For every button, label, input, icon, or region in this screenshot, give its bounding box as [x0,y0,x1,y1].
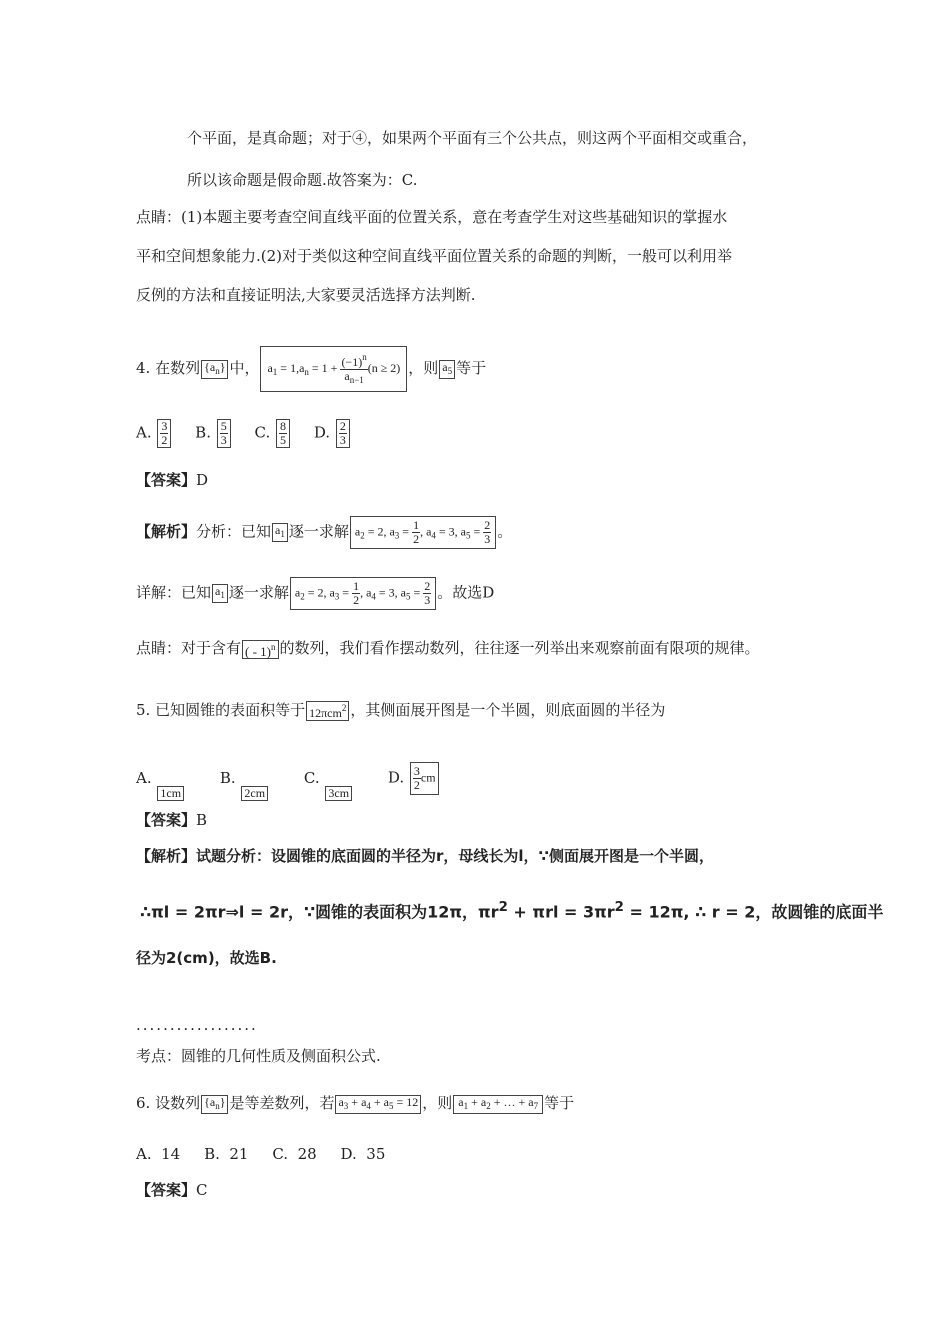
text-line: 个平面，是真命题；对于④，如果两个平面有三个公共点，则这两个平面相交或重合， [187,129,758,147]
analysis: 【解析】分析：已知 $a_1$ 逐一求解 $a_2 = 2$, $a_3$ = $\frac{1}{2}$ , $a_4 = 3$, $a_5$ = $\frac{2}{3}$ 。 [136,516,512,549]
text-line: 所以该命题是假命题.故答案为：C. [187,171,418,189]
solution-line: 径为2(cm)，故选B. [136,949,277,967]
option: B. $\frac{5}{3}$ [195,419,232,448]
question-4: 4. 在数列 $\{a_n\}$ 中， $a_1 = 1,a_n = 1$ + $\frac{(-1)^n}{a_{n-1}}$ (n ≥ 2) ，则 $a_5$ 等于 [136,346,486,392]
option: C. 3cm [304,768,353,801]
options-row [136,419,369,448]
solution-line: 【解析】试题分析：设圆锥的底面圆的半径为r，母线长为l，∵侧面展开图是一个半圆， [136,847,714,865]
dots: .................. [136,1016,258,1034]
text-line: 反例的方法和直接证明法,大家要灵活选择方法判断. [136,286,476,304]
formula-box: $a_1 + a_2$ + … + $a_7$ [453,1095,543,1114]
formula-box: ( - 1)$^n$ [242,640,279,659]
option: B. 2cm [220,768,269,801]
option: A. 1cm [136,768,185,801]
option: D. $\frac{2}{3}$ [314,419,351,448]
formula-box: $a_1$ [212,584,228,603]
formula-box: 12πcm$^2$ [306,701,349,721]
formula-box: $\{a_n\}$ [201,360,228,379]
option: D. $\frac{3}{2}$ cm [388,762,440,795]
options-row: A. 14 B. 21 C. 28 D. 35 [136,1145,386,1163]
text-line: 平和空间想象能力.(2)对于类似这种空间直线平面位置关系的命题的判断，一般可以利用举 [136,247,733,265]
option: A. $\frac{3}{2}$ [136,419,172,448]
formula-box: $a_2 = 2$, $a_3$ = $\frac{1}{2}$ , $a_4 = 3$, $a_5$ = $\frac{2}{3}$ [350,516,496,549]
kaodian: 考点：圆锥的几何性质及侧面积公式. [136,1047,381,1065]
formula-box: $a_1 = 1,a_n = 1$ + $\frac{(-1)^n}{a_{n-1}}$ (n ≥ 2) [260,346,407,392]
question-5: 5. 已知圆锥的表面积等于 12πcm$^2$ ，其侧面展开图是一个半圆，则底面圆的半径为 [136,701,666,720]
formula-box: $a_2 = 2$, $a_3$ = $\frac{1}{2}$ , $a_4 = 3$, $a_5$ = $\frac{2}{3}$ [290,577,436,610]
formula-box: $a_5$ [439,360,455,379]
formula-box: $\{a_n\}$ [201,1095,228,1114]
dianjing: 点睛：对于含有 ( - 1)$^n$ 的数列，我们看作摆动数列，往往逐一列举出来观察前面有限项的规律。 [136,639,760,659]
answer: 【答案】C [136,1181,208,1199]
answer: 【答案】D [136,471,209,489]
answer: 【答案】B [136,811,208,829]
text-line: 点睛：(1)本题主要考查空间直线平面的位置关系，意在考查学生对这些基础知识的掌握水 [136,208,728,226]
solution-line: ∴πl = 2πr⇒l = 2r，∵圆锥的表面积为12π，$\pi r^2 + \pi rl = 3\pi r^2 = 12\pi$, ∴ r = 2，故圆锥的底面半 [140,900,884,922]
formula-box: $a_3 + a_4 + a_5 = 12$ [335,1095,421,1114]
option: C. $\frac{8}{5}$ [255,419,292,448]
detail: 详解：已知 $a_1$ 逐一求解 $a_2 = 2$, $a_3$ = $\frac{1}{2}$ , $a_4 = 3$, $a_5$ = $\frac{2}{3}$ 。故选D [136,577,494,610]
formula-box: $a_1$ [272,523,288,542]
question-6: 6. 设数列 $\{a_n\}$ 是等差数列，若 $a_3 + a_4 + a_5 = 12$ ，则 $a_1 + a_2$ + … + $a_7$ 等于 [136,1094,575,1112]
options-row [136,762,458,801]
